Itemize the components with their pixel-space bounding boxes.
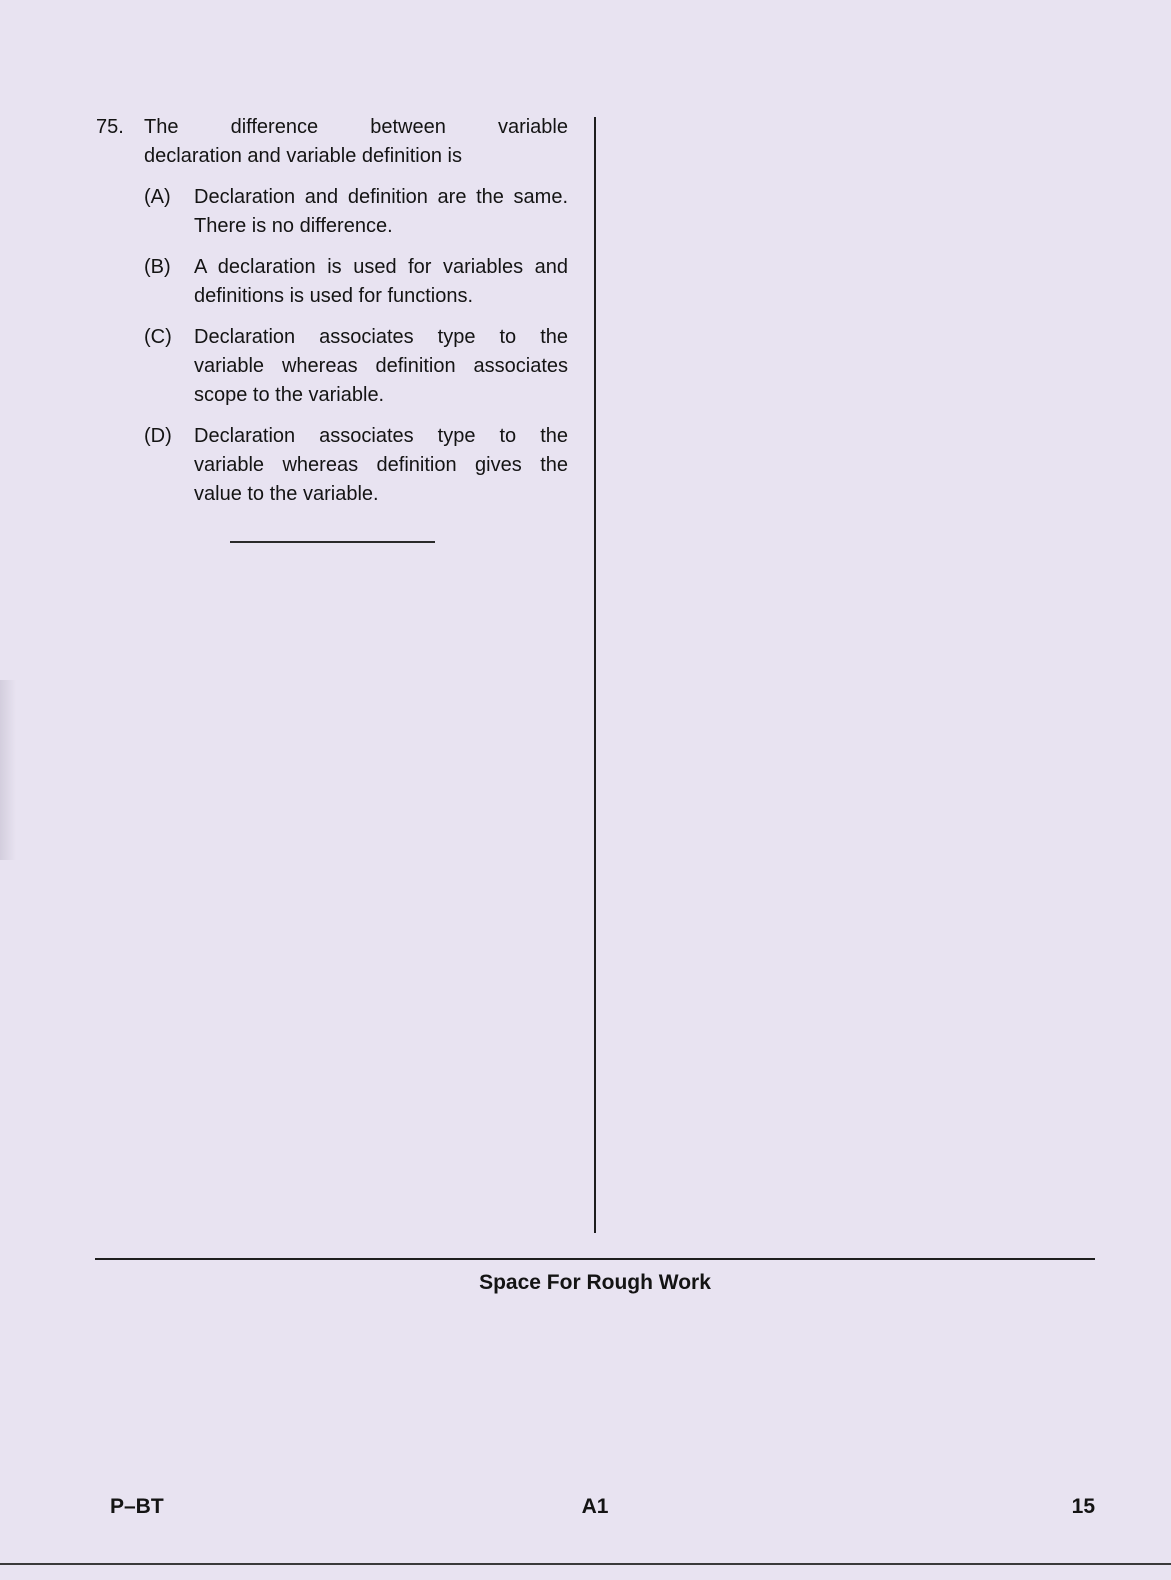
question-word: The [144,116,179,138]
option-text: Declaration associates type to the variable whereas definition gives the value to the variable. [194,425,568,505]
rough-work-label: Space For Rough Work [479,1271,711,1294]
option-c [144,323,568,410]
footer-paper-code: P–BT [110,1495,164,1518]
footer-series: A1 [581,1495,609,1518]
option-label: (B) [144,256,171,278]
option-label: (C) [144,326,172,348]
column-divider [594,117,596,1233]
option-text: Declaration and definition are the same. There is no difference. [194,186,568,237]
option-label: (A) [144,186,171,208]
option-text: Declaration associates type to the variable whereas definition associates scope to the variable. [194,326,568,406]
question-word: variable [497,116,568,138]
question-stem [96,113,568,171]
question-word: difference [230,116,319,138]
option-label: (D) [144,425,172,447]
option-b [144,253,568,311]
rough-work-rule [95,1258,1095,1260]
question-text-first-line [144,113,568,142]
bottom-rule [0,1563,1171,1565]
scan-shadow [0,680,16,860]
question-number: 75. [96,116,124,138]
question-text [144,113,568,171]
option-text: A declaration is used for variables and definitions is used for functions. [194,256,568,307]
options-list [144,183,568,509]
question-word: between [370,116,446,138]
option-d [144,422,568,509]
question-75 [96,113,568,521]
option-a [144,183,568,241]
question-end-rule [230,541,435,543]
question-text-rest: declaration and variable definition is [144,145,462,167]
page-number: 15 [1071,1495,1095,1518]
